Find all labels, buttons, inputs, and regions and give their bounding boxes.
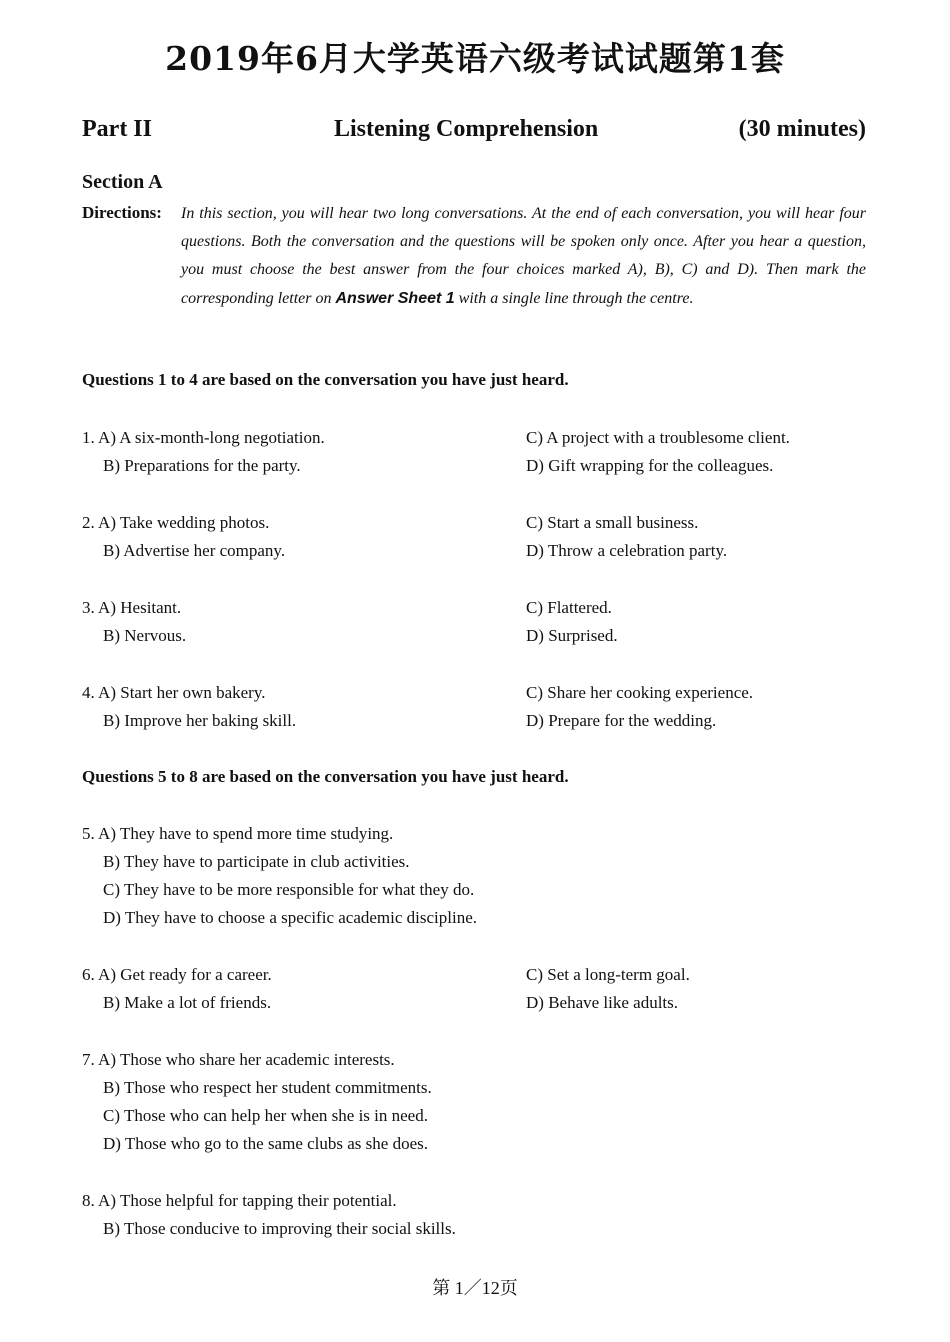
page-number: 第 1／12页 <box>432 1278 518 1298</box>
q2-option-b: B) Advertise her company. <box>103 541 286 560</box>
q6-option-c: C) Set a long-term goal. <box>526 965 690 984</box>
questions-1-4-heading: Questions 1 to 4 are based on the conversation you have just heard. <box>82 370 569 389</box>
q2-option-a: 2. A) Take wedding photos. <box>82 513 270 532</box>
directions-text-before: In this section, you will hear two long conversations. At the end of each conversation, you will hear four questions. Both the conversation and the questions will be spoken only once. After you hear a question, you must choose the best answer from the four choices marked A), B), C) and D). Then mark the corresponding letter on <box>181 205 866 307</box>
q5-option-b: B) They have to participate in club activities. <box>103 852 410 871</box>
q5-option-c: C) They have to be more responsible for what they do. <box>103 880 475 899</box>
q4-option-d: D) Prepare for the wedding. <box>526 711 717 730</box>
q4-option-b: B) Improve her baking skill. <box>103 711 297 730</box>
q8-option-a: 8. A) Those helpful for tapping their potential. <box>82 1191 397 1210</box>
part-header <box>82 116 866 150</box>
q7-option-a: 7. A) Those who share her academic interests. <box>82 1050 395 1069</box>
part-time: (30 minutes) <box>738 116 866 142</box>
q5-option-a: 5. A) They have to spend more time studying. <box>82 824 394 843</box>
section-title: Section A <box>82 171 163 193</box>
directions-label: Directions: <box>82 203 162 222</box>
q4-option-a: 4. A) Start her own bakery. <box>82 683 266 702</box>
q3-option-b: B) Nervous. <box>103 626 187 645</box>
directions-text-after: with a single line through the centre. <box>454 289 694 307</box>
q1-option-a: 1. A) A six-month-long negotiation. <box>82 428 325 447</box>
q1-option-d: D) Gift wrapping for the colleagues. <box>526 456 774 475</box>
page-title: 2019年6月大学英语六级考试试题第1套 <box>165 39 785 78</box>
q6-option-a: 6. A) Get ready for a career. <box>82 965 272 984</box>
q7-option-c: C) Those who can help her when she is in need. <box>103 1106 428 1125</box>
answer-sheet-label: Answer Sheet 1 <box>335 289 455 307</box>
q3-option-d: D) Surprised. <box>526 626 618 645</box>
q2-option-c: C) Start a small business. <box>526 513 699 532</box>
q3-option-c: C) Flattered. <box>526 598 612 617</box>
q1-option-c: C) A project with a troublesome client. <box>526 428 790 447</box>
q4-option-c: C) Share her cooking experience. <box>526 683 754 702</box>
q5-option-d: D) They have to choose a specific academic discipline. <box>103 908 478 927</box>
q6-option-b: B) Make a lot of friends. <box>103 993 272 1012</box>
q7-option-b: B) Those who respect her student commitments. <box>103 1078 432 1097</box>
q1-option-b: B) Preparations for the party. <box>103 456 301 475</box>
directions-text <box>181 200 866 313</box>
questions-5-8-heading: Questions 5 to 8 are based on the conversation you have just heard. <box>82 767 569 786</box>
part-label: Part II <box>82 116 152 142</box>
q2-option-d: D) Throw a celebration party. <box>526 541 728 560</box>
q3-option-a: 3. A) Hesitant. <box>82 598 182 617</box>
part-name: Listening Comprehension <box>334 116 599 142</box>
q7-option-d: D) Those who go to the same clubs as she does. <box>103 1134 428 1153</box>
q6-option-d: D) Behave like adults. <box>526 993 679 1012</box>
q8-option-b: B) Those conducive to improving their social skills. <box>103 1219 456 1238</box>
